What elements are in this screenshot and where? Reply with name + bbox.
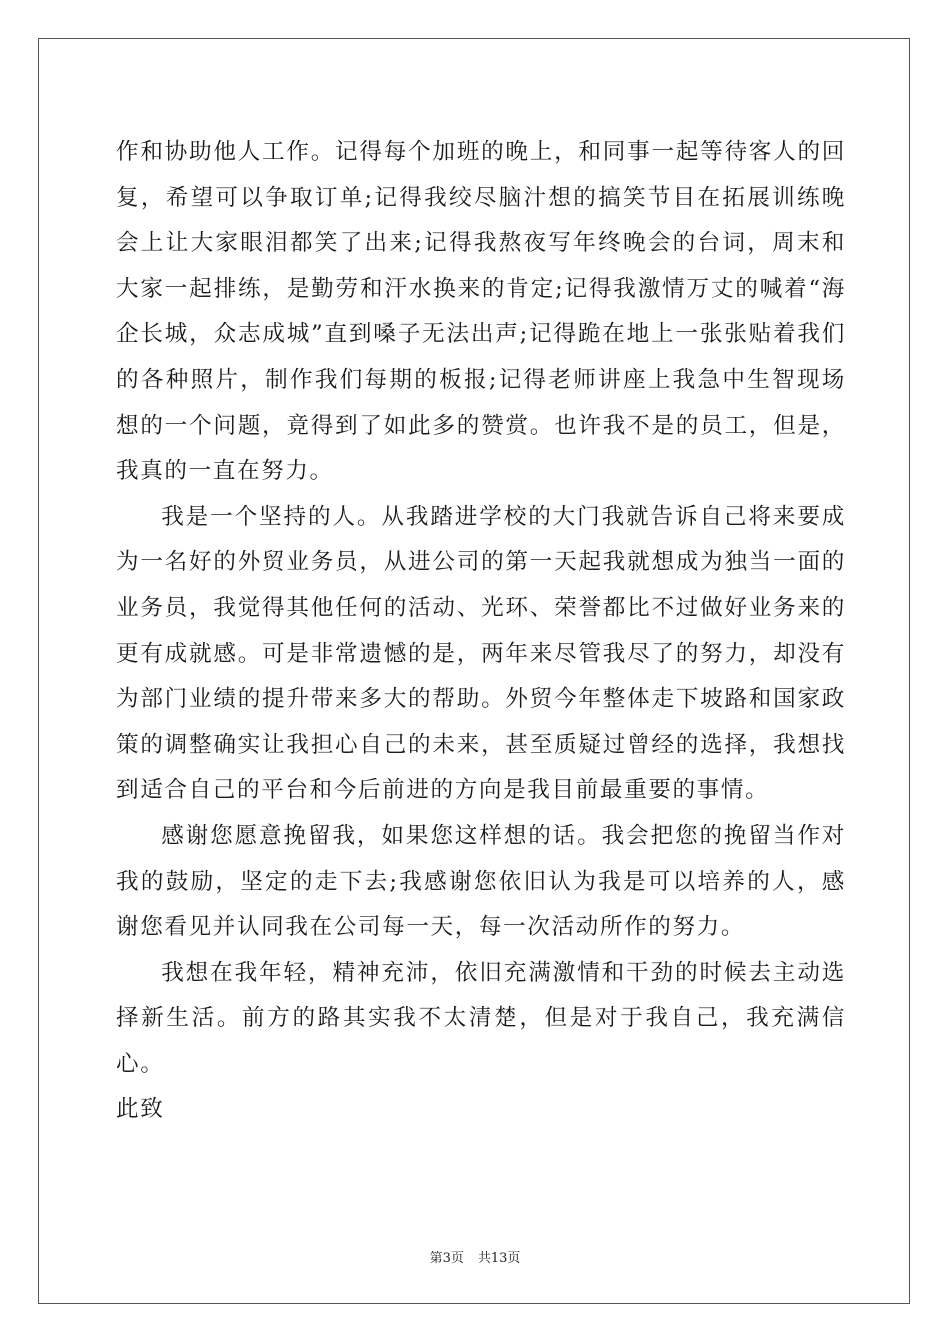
page-total: 共13页 [477, 1251, 521, 1266]
closing-salutation: 此致 [116, 1096, 165, 1123]
document-body [116, 130, 846, 1133]
page-footer [0, 1247, 950, 1266]
paragraph-1: 作和协助他人工作。记得每个加班的晚上，和同事一起等待客人的回复，希望可以争取订单;记得我绞尽脑汁想的搞笑节目在拓展训练晚会上让大家眼泪都笑了出来;记得我熬夜写年终晚会的台词，周末和大家一起排练，是勤劳和汗水换来的肯定;记得我激情万丈的喊着“海企长城，众志成城”直到嗓子无法出声;记得跪在地上一张张贴着我们的各种照片，制作我们每期的板报;记得老师讲座上我急中生智现场想的一个问题，竟得到了如此多的赞赏。也许我不是的员工，但是，我真的一直在努力。 [116, 139, 846, 485]
paragraph-2: 我是一个坚持的人。从我踏进学校的大门我就告诉自己将来要成为一名好的外贸业务员，从进公司的第一天起我就想成为独当一面的业务员，我觉得其他任何的活动、光环、荣誉都比不过做好业务来的更有成就感。可是非常遗憾的是，两年来尽管我尽了的努力，却没有为部门业绩的提升带来多大的帮助。外贸今年整体走下坡路和国家政策的调整确实让我担心自己的未来，甚至质疑过曾经的选择，我想找到适合自己的平台和今后前进的方向是我目前最重要的事情。 [116, 503, 846, 804]
paragraph-4: 我想在我年轻，精神充沛，依旧充满激情和干劲的时候去主动选择新生活。前方的路其实我不太清楚，但是对于我自己，我充满信心。 [116, 959, 846, 1077]
page-number: 第3页 [429, 1251, 464, 1266]
paragraph-3: 感谢您愿意挽留我，如果您这样想的话。我会把您的挽留当作对我的鼓励，坚定的走下去;我感谢您依旧认为我是可以培养的人，感谢您看见并认同我在公司每一天，每一次活动所作的努力。 [116, 822, 846, 941]
